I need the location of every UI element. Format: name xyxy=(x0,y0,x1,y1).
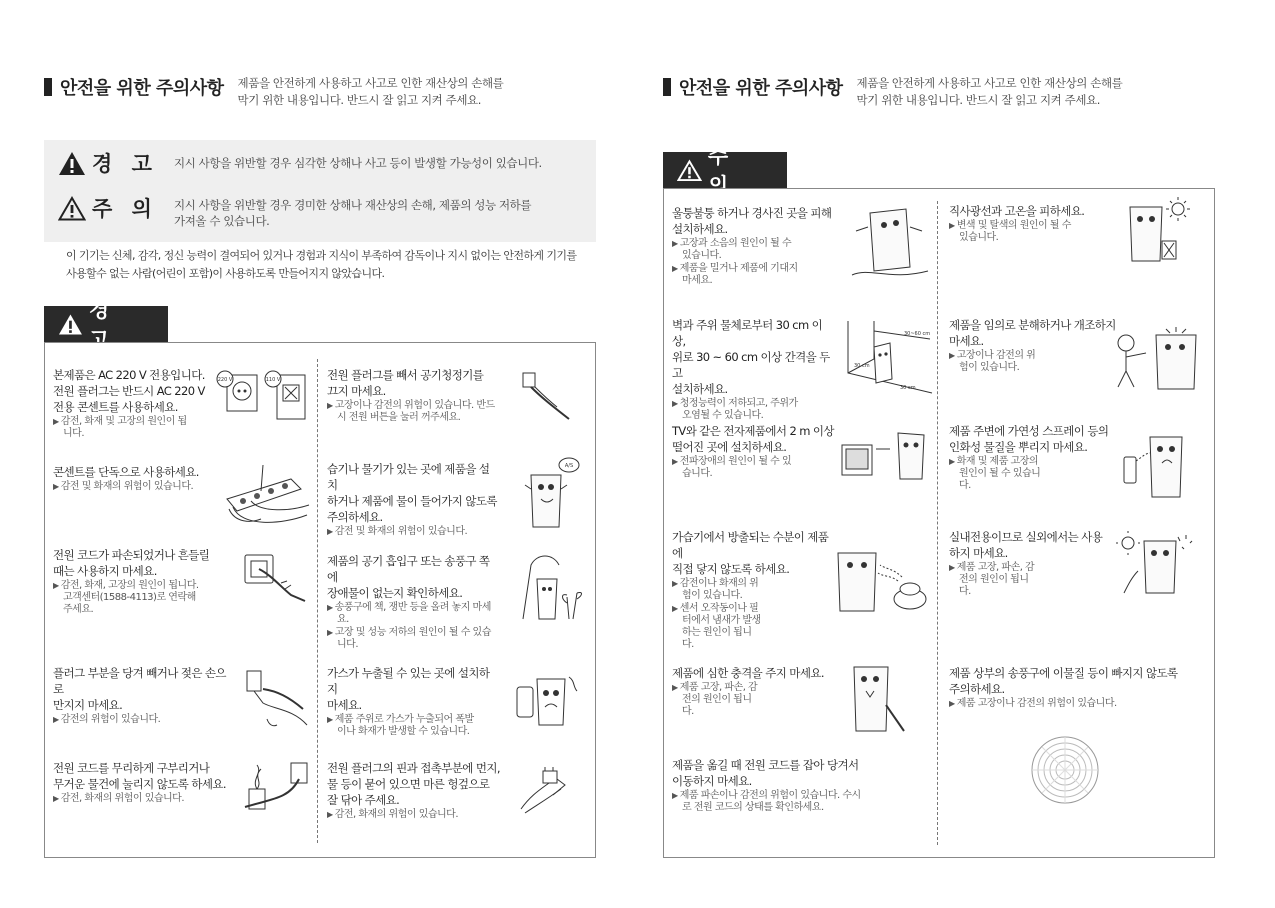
spray-illustration xyxy=(1120,431,1190,501)
outdoor-illustration xyxy=(1116,531,1196,597)
caution-outline-icon xyxy=(58,196,86,221)
warning-white-icon xyxy=(58,313,83,336)
damaged-cord-illustration xyxy=(241,551,311,607)
warning-item: 습기나 물기가 있는 곳에 제품을 설치 하거나 제품에 물이 들어가지 않도록 주의하세요. ▶ 감전 및 화재의 위험이 있습니다. xyxy=(327,461,497,538)
heavy-object-cord-illustration xyxy=(241,759,313,815)
warning-item: 가스가 누출될 수 있는 곳에 설치하지 마세요. ▶ 제품 주위로 가스가 누출되어 폭발이나 화재가 발생할 수 있습니다. xyxy=(327,665,497,738)
wall-clearance-illustration xyxy=(844,317,934,395)
section-header xyxy=(44,74,503,109)
caution-description: 지시 사항을 위반할 경우 경미한 상해나 재산상의 손해, 제품의 성능 저하를 가져올 수 있습니다. xyxy=(174,198,532,228)
warning-item: 콘센트를 단독으로 사용하세요. ▶ 감전 및 화재의 위험이 있습니다. xyxy=(53,464,223,493)
caution-item: 제품 주변에 가연성 스프레이 등의 인화성 물질을 뿌리지 마세요. ▶ 화재 및 제품 고장의 원인이 될 수 있습니다. xyxy=(949,423,1119,492)
warning-item: 제품의 공기 흡입구 또는 송풍구 쪽에 장애물이 없는지 확인하세요. ▶ 송풍구에 책, 쟁반 등을 올려 놓지 마세요. ▶ 고장 및 성능 저하의 원인이 될 수 있습니다. xyxy=(327,553,497,651)
svg-text:110 V: 110 V xyxy=(265,377,281,383)
top-vent-grille-illustration xyxy=(1030,735,1100,805)
tv-distance-illustration xyxy=(838,429,934,485)
caution-white-outline-icon xyxy=(677,159,702,182)
warning-label: 경 고 xyxy=(92,152,158,176)
caution-item: TV와 같은 전자제품에서 2 m 이상 떨어진 곳에 설치하세요. ▶ 전파장애의 원인이 될 수 있습니다. xyxy=(672,423,837,480)
header-bar xyxy=(663,78,671,96)
caution-item: 직사광선과 고온을 피하세요. ▶ 변색 및 탈색의 원인이 될 수 있습니다. xyxy=(949,203,1109,244)
legend-warning xyxy=(58,148,574,178)
caution-label: 주 의 xyxy=(92,197,158,221)
page-title: 안전을 위한 주의사항 xyxy=(679,78,843,99)
caution-box xyxy=(663,188,1215,858)
caution-tab: 주 의 xyxy=(663,152,787,188)
svg-text:A/S: A/S xyxy=(564,463,574,469)
caution-item: 제품 상부의 송풍구에 이물질 등이 빠지지 않도록 주의하세요. ▶ 제품 고장이나 감전의 위험이 있습니다. xyxy=(949,665,1189,710)
column-divider xyxy=(317,359,318,843)
warning-filled-icon xyxy=(58,151,86,176)
warning-item: 본제품은 AC 220 V 전용입니다. 전원 플러그는 반드시 AC 220 V 전용 콘센트를 사용하세요. ▶ 감전, 화재 및 고장의 원인이 됩니다. xyxy=(53,367,213,440)
caution-item: 제품을 옮길 때 전원 코드를 잡아 당겨서 이동하지 마세요. ▶ 제품 파손이나 감전의 위험이 있습니다. 수시로 전원 코드의 상태를 확인하세요. xyxy=(672,757,872,814)
header-description: 제품을 안전하게 사용하고 사고로 인한 재산상의 손해를 막기 위한 내용입니다. 반드시 잘 읽고 지켜 주세요. xyxy=(237,76,504,107)
warning-box xyxy=(44,342,596,858)
caution-item: 제품을 임의로 분해하거나 개조하지 마세요. ▶ 고장이나 감전의 위험이 있습니다. xyxy=(949,317,1119,374)
caution-item: 제품에 심한 충격을 주지 마세요. ▶ 제품 고장, 파손, 감전의 원인이 됩니다. xyxy=(672,665,837,718)
warning-tab: 경 고 xyxy=(44,306,168,342)
uneven-floor-illustration xyxy=(850,201,930,281)
caution-item: 울퉁불퉁 하거나 경사진 곳을 피해 설치하세요. ▶ 고장과 소음의 원인이 될 수 있습니다. ▶ 제품을 밀거나 제품에 기대지 마세요. xyxy=(672,205,832,287)
warning-item: 전원 플러그의 핀과 접촉부분에 먼지, 물 등이 묻어 있으면 마른 헝겊으로 잘 닦아 주세요. ▶ 감전, 화재의 위험이 있습니다. xyxy=(327,760,507,821)
warning-item: 플러그 부분을 당겨 빼거나 젖은 손으로 만지지 마세요. ▶ 감전의 위험이 있습니다. xyxy=(53,665,233,726)
legend-caution xyxy=(58,193,574,229)
warning-description: 지시 사항을 위반할 경우 심각한 상해나 사고 등이 발생할 가능성이 있습니다. xyxy=(174,156,542,170)
right-page xyxy=(663,0,1215,908)
warning-item: 전원 코드를 무리하게 구부리거나 무거운 물건에 눌리지 않도록 하세요. ▶ 감전, 화재의 위험이 있습니다. xyxy=(53,760,233,805)
sunlight-illustration xyxy=(1122,197,1192,267)
svg-text:220 V: 220 V xyxy=(217,377,233,383)
unplug-illustration xyxy=(517,367,577,427)
column-divider xyxy=(937,201,938,845)
caution-item: 가습기에서 방출되는 수분이 제품에 직접 닿지 않도록 하세요. ▶ 감전이나 화재의 위험이 있습니다. ▶ 센서 오작동이나 필터에서 냄새가 발생하는 원인이 됩니다. xyxy=(672,529,837,651)
moisture-purifier-illustration xyxy=(517,455,581,533)
warning-item: 전원 코드가 파손되었거나 흔들릴 때는 사용하지 마세요. ▶ 감전, 화재, 고장의 원인이 됩니다. 고객센터(1588-4113)로 연락해 주세요. xyxy=(53,547,213,616)
impact-illustration xyxy=(848,661,908,739)
clean-plug-illustration xyxy=(517,765,577,819)
power-strip-illustration xyxy=(221,461,311,531)
gas-leak-illustration xyxy=(513,667,583,729)
svg-text:30 cm: 30 cm xyxy=(900,385,916,391)
left-page xyxy=(44,0,596,908)
svg-text:30 cm: 30 cm xyxy=(854,363,870,369)
outlet-plates-illustration xyxy=(215,369,311,425)
warning-item: 전원 플러그를 빼서 공기청정기를 끄지 마세요. ▶ 고장이나 감전의 위험이 있습니다. 반드시 전원 버튼을 눌러 꺼주세요. xyxy=(327,367,517,424)
usage-note: 이 기기는 신체, 감각, 정신 능력이 결여되어 있거나 경험과 지식이 부족하여 감독이나 지시 없이는 안전하게 기기를 사용할수 없는 사람(어린이 포함)이 사용하도록 만들어지지 않았습니다. xyxy=(66,249,577,280)
header-bar xyxy=(44,78,52,96)
header-description: 제품을 안전하게 사용하고 사고로 인한 재산상의 손해를 막기 위한 내용입니다. 반드시 잘 읽고 지켜 주세요. xyxy=(856,76,1123,107)
caution-item: 벽과 주위 물체로부터 30 cm 이상, 위로 30 ~ 60 cm 이상 간격을 두고 설치하세요. ▶ 청정능력이 저하되고, 주위가 오염될 수 있습니다. xyxy=(672,317,832,422)
page-title: 안전을 위한 주의사항 xyxy=(60,78,224,99)
wet-hand-plug-illustration xyxy=(243,669,313,729)
caution-item: 실내전용이므로 실외에서는 사용 하지 마세요. ▶ 제품 고장, 파손, 감전의 원인이 됩니다. xyxy=(949,529,1119,598)
blocked-vent-illustration xyxy=(517,549,587,625)
section-header xyxy=(663,74,1122,109)
disassembly-illustration xyxy=(1112,327,1204,393)
legend-box xyxy=(44,140,596,242)
humidifier-illustration xyxy=(834,547,930,617)
svg-text:30~60 cm: 30~60 cm xyxy=(904,331,931,337)
